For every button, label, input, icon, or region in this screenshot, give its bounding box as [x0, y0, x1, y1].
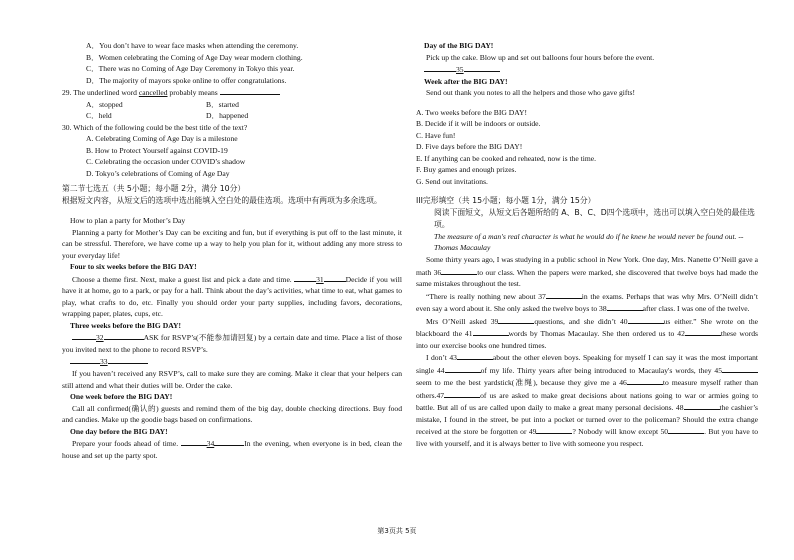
- option-g: G. Send out invitations.: [416, 176, 488, 186]
- section-3-instructions: 阅读下面短文，从短文后各题所给的 A、B、C、D四个选项中，选出可以填入空白处的最佳选项。: [434, 208, 755, 230]
- q28-option-a: A．You don’t have to wear face masks when attending the ceremony.: [86, 41, 299, 50]
- q29-prefix: 29. The underlined word: [62, 88, 139, 98]
- q30-option-d: D. Tokyo’s celebrations of Coming of Age Day: [86, 168, 230, 178]
- heading-four-to-six-weeks: Four to six weeks before the BIG DAY!: [70, 262, 197, 272]
- passage-paragraph-2: Choose a theme first. Next, make a guest list and pick a date and time. 31 Decide if you will have it at home, go to a park, or pay for a hall. Think about the day’s activities, what time to eat, what games to play, what crafts to do, etc. Finally you should order your party supplies, including favors, decorations, wrapping paper, plates, cups, etc.: [62, 274, 403, 319]
- option-d: D. Five days before the BIG DAY!: [416, 142, 523, 152]
- section-2-instructions: 根据短文内容，从短文后的选项中选出能填入空白处的最佳选项。选项中有两项为多余选项。: [62, 196, 382, 206]
- blank-35: 35: [456, 65, 464, 75]
- q30-option-b: B. How to Protect Yourself against COVID-19: [86, 145, 228, 155]
- blank-32: 32: [96, 333, 104, 343]
- q29-option-b: B．started: [206, 99, 239, 109]
- left-column: [62, 40, 402, 461]
- page-footer: 第3页共 5页: [377, 527, 417, 535]
- q29-stem: [62, 86, 402, 99]
- option-b: B. Decide if it will be indoors or outside.: [416, 119, 541, 129]
- heading-one-day: One day before the BIG DAY!: [70, 426, 168, 436]
- q29-options-row2: [62, 110, 402, 122]
- heading-day-of: Day of the BIG DAY!: [424, 41, 494, 50]
- blank-47: [444, 389, 480, 398]
- blank-33-line: [62, 355, 402, 368]
- blank-43: [457, 351, 493, 360]
- blank-31: 31: [316, 274, 324, 284]
- right-column: [416, 40, 758, 449]
- blank-33: 33: [100, 357, 108, 367]
- blank-45: [722, 364, 758, 373]
- q29-options-row1: [62, 99, 402, 111]
- passage-title: How to plan a party for Mother’s Day: [70, 216, 186, 226]
- option-e: E. If anything can be cooked and reheated, now is the time.: [416, 153, 597, 163]
- heading-week-after: Week after the BIG DAY!: [424, 76, 508, 86]
- cloze-paragraph-1: Some thirty years ago, I was studying in a public school in New York. One day, Mrs. Nanette O’Neill gave a math 36 to our class. When the papers were marked, she discovered that twelve boys had made the same mistakes throughout the test.: [416, 254, 758, 289]
- q30-option-a: A. Celebrating Coming of Age Day is a milestone: [86, 134, 238, 144]
- blank-39: [498, 315, 534, 324]
- q28-option-d: D．The majority of mayors spoke online to offer congratulations.: [86, 75, 287, 85]
- q29-suffix: probably means: [167, 88, 218, 98]
- blank-37: [546, 290, 582, 299]
- heading-three-weeks: Three weeks before the BIG DAY!: [70, 320, 182, 330]
- option-f: F. Buy games and enough prizes.: [416, 165, 517, 175]
- blank-44: [445, 364, 481, 373]
- passage-paragraph-5: Call all confirmed(确认的) guests and remind them of the big day, double checking directions. Buy food and candies. Make up the goodie bags based on confirmations.: [62, 403, 402, 425]
- option-c: C. Have fun!: [416, 130, 456, 140]
- cloze-paragraph-4: I don’t 43 about the other eleven boys. Speaking for myself I can say it was the most important single 44 of my life. Thirty years after being introduced to Macaulay's words, they 45seem to me the best yardstick(准绳), because they give me a 46 to measure myself rather than others.47 of us are asked to make great decisions about nations going to war or armies going to battle. But all of us are called upon daily to make a great many personal decisions. 48 the cashier’s mistake, I found in the street, be put into a pocket or turned over to the policeman? Should the extra change received at the store be forgotten or 49 ? Nobody will know except 50 . But you have to live with yourself, and it is always better to live with someone you respect.: [416, 353, 759, 448]
- blank-34: 34: [206, 439, 215, 449]
- heading-one-week: One week before the BIG DAY!: [70, 392, 173, 402]
- blank-47-number: 47: [436, 390, 445, 400]
- passage-paragraph-1: Planning a party for Mother’s Day can be exciting and fun, but if everything is put off to the last minute, it can be stressful. Therefore, we have come up a way to help you plan for it, without adding any more stress to your everyday life!: [62, 227, 402, 260]
- blank-49: [536, 425, 572, 434]
- q29-answer-blank: [220, 86, 280, 95]
- blank-36: [441, 266, 477, 275]
- q29-underlined-word: cancelled: [138, 88, 168, 98]
- passage-paragraph-4: If you haven’t received any RSVP’s, call to make sure they are coming. Make it clear that your helpers can still attend and what their duties will be. Order the cake.: [62, 368, 402, 390]
- q29-option-a: A．stopped: [86, 99, 123, 109]
- cloze-paragraph-2: “There is really nothing new about 37 in the exams. Perhaps that was why Mrs. O’Neill didn’t even say a word about it. She only asked the twelve boys to 38 after class. I was one of the twelve.: [416, 291, 758, 314]
- macaulay-quote: The measure of a man's real character is what he would do if he knew he would never be found out. --Thomas Macaulay: [434, 231, 744, 253]
- blank-48: [684, 401, 720, 410]
- q30-stem: 30. Which of the following could be the best title of the text?: [62, 122, 248, 132]
- q28-option-b: B．Women celebrating the Coming of Age Day wear modern clothing.: [86, 52, 303, 62]
- blank-50: [668, 425, 704, 434]
- blank-46: [627, 376, 663, 385]
- q29-option-c: C．held: [86, 111, 112, 121]
- blank-35-line: [416, 63, 758, 76]
- q28-option-c: C．There was no Coming of Age Day Ceremony in Tokyo this year.: [86, 64, 295, 74]
- q30-option-c: C. Celebrating the occasion under COVID’s shadow: [86, 157, 246, 167]
- blank-41: [473, 327, 509, 336]
- q29-option-d: D．happened: [206, 111, 249, 121]
- blank-40: [628, 315, 664, 324]
- blank-42: [685, 327, 721, 336]
- passage-paragraph-6: Prepare your foods ahead of time. 34 In the evening, when everyone is in bed, clean the house and set up the party spot.: [62, 439, 403, 460]
- passage-paragraph-3: 32 ASK for RSVP’s(不能参加请回复) by a certain date and time. Place a list of those you invited next to the phone to record RSVP’s.: [62, 333, 402, 354]
- section-2-title: 第二节七选五（共 5小题；每小题 2分，满分 10分）: [62, 184, 246, 194]
- passage-paragraph-7: Pick up the cake. Blow up and set out balloons four hours before the event.: [426, 52, 655, 62]
- section-3-title: III完形填空（共 15小题；每小题 1分，满分 15分）: [416, 196, 596, 206]
- option-a: A. Two weeks before the BIG DAY!: [416, 107, 528, 117]
- blank-38: [607, 302, 643, 311]
- passage-paragraph-8: Send out thank you notes to all the helpers and those who gave gifts!: [426, 88, 635, 98]
- cloze-paragraph-3: Mrs O’Neill asked 39 questions, and she didn’t 40 us either.” She wrote on the blackboard the 41 words by Thomas Macaulay. She then ordered us to 42 these words into our exercise books one hundred times.: [416, 316, 758, 350]
